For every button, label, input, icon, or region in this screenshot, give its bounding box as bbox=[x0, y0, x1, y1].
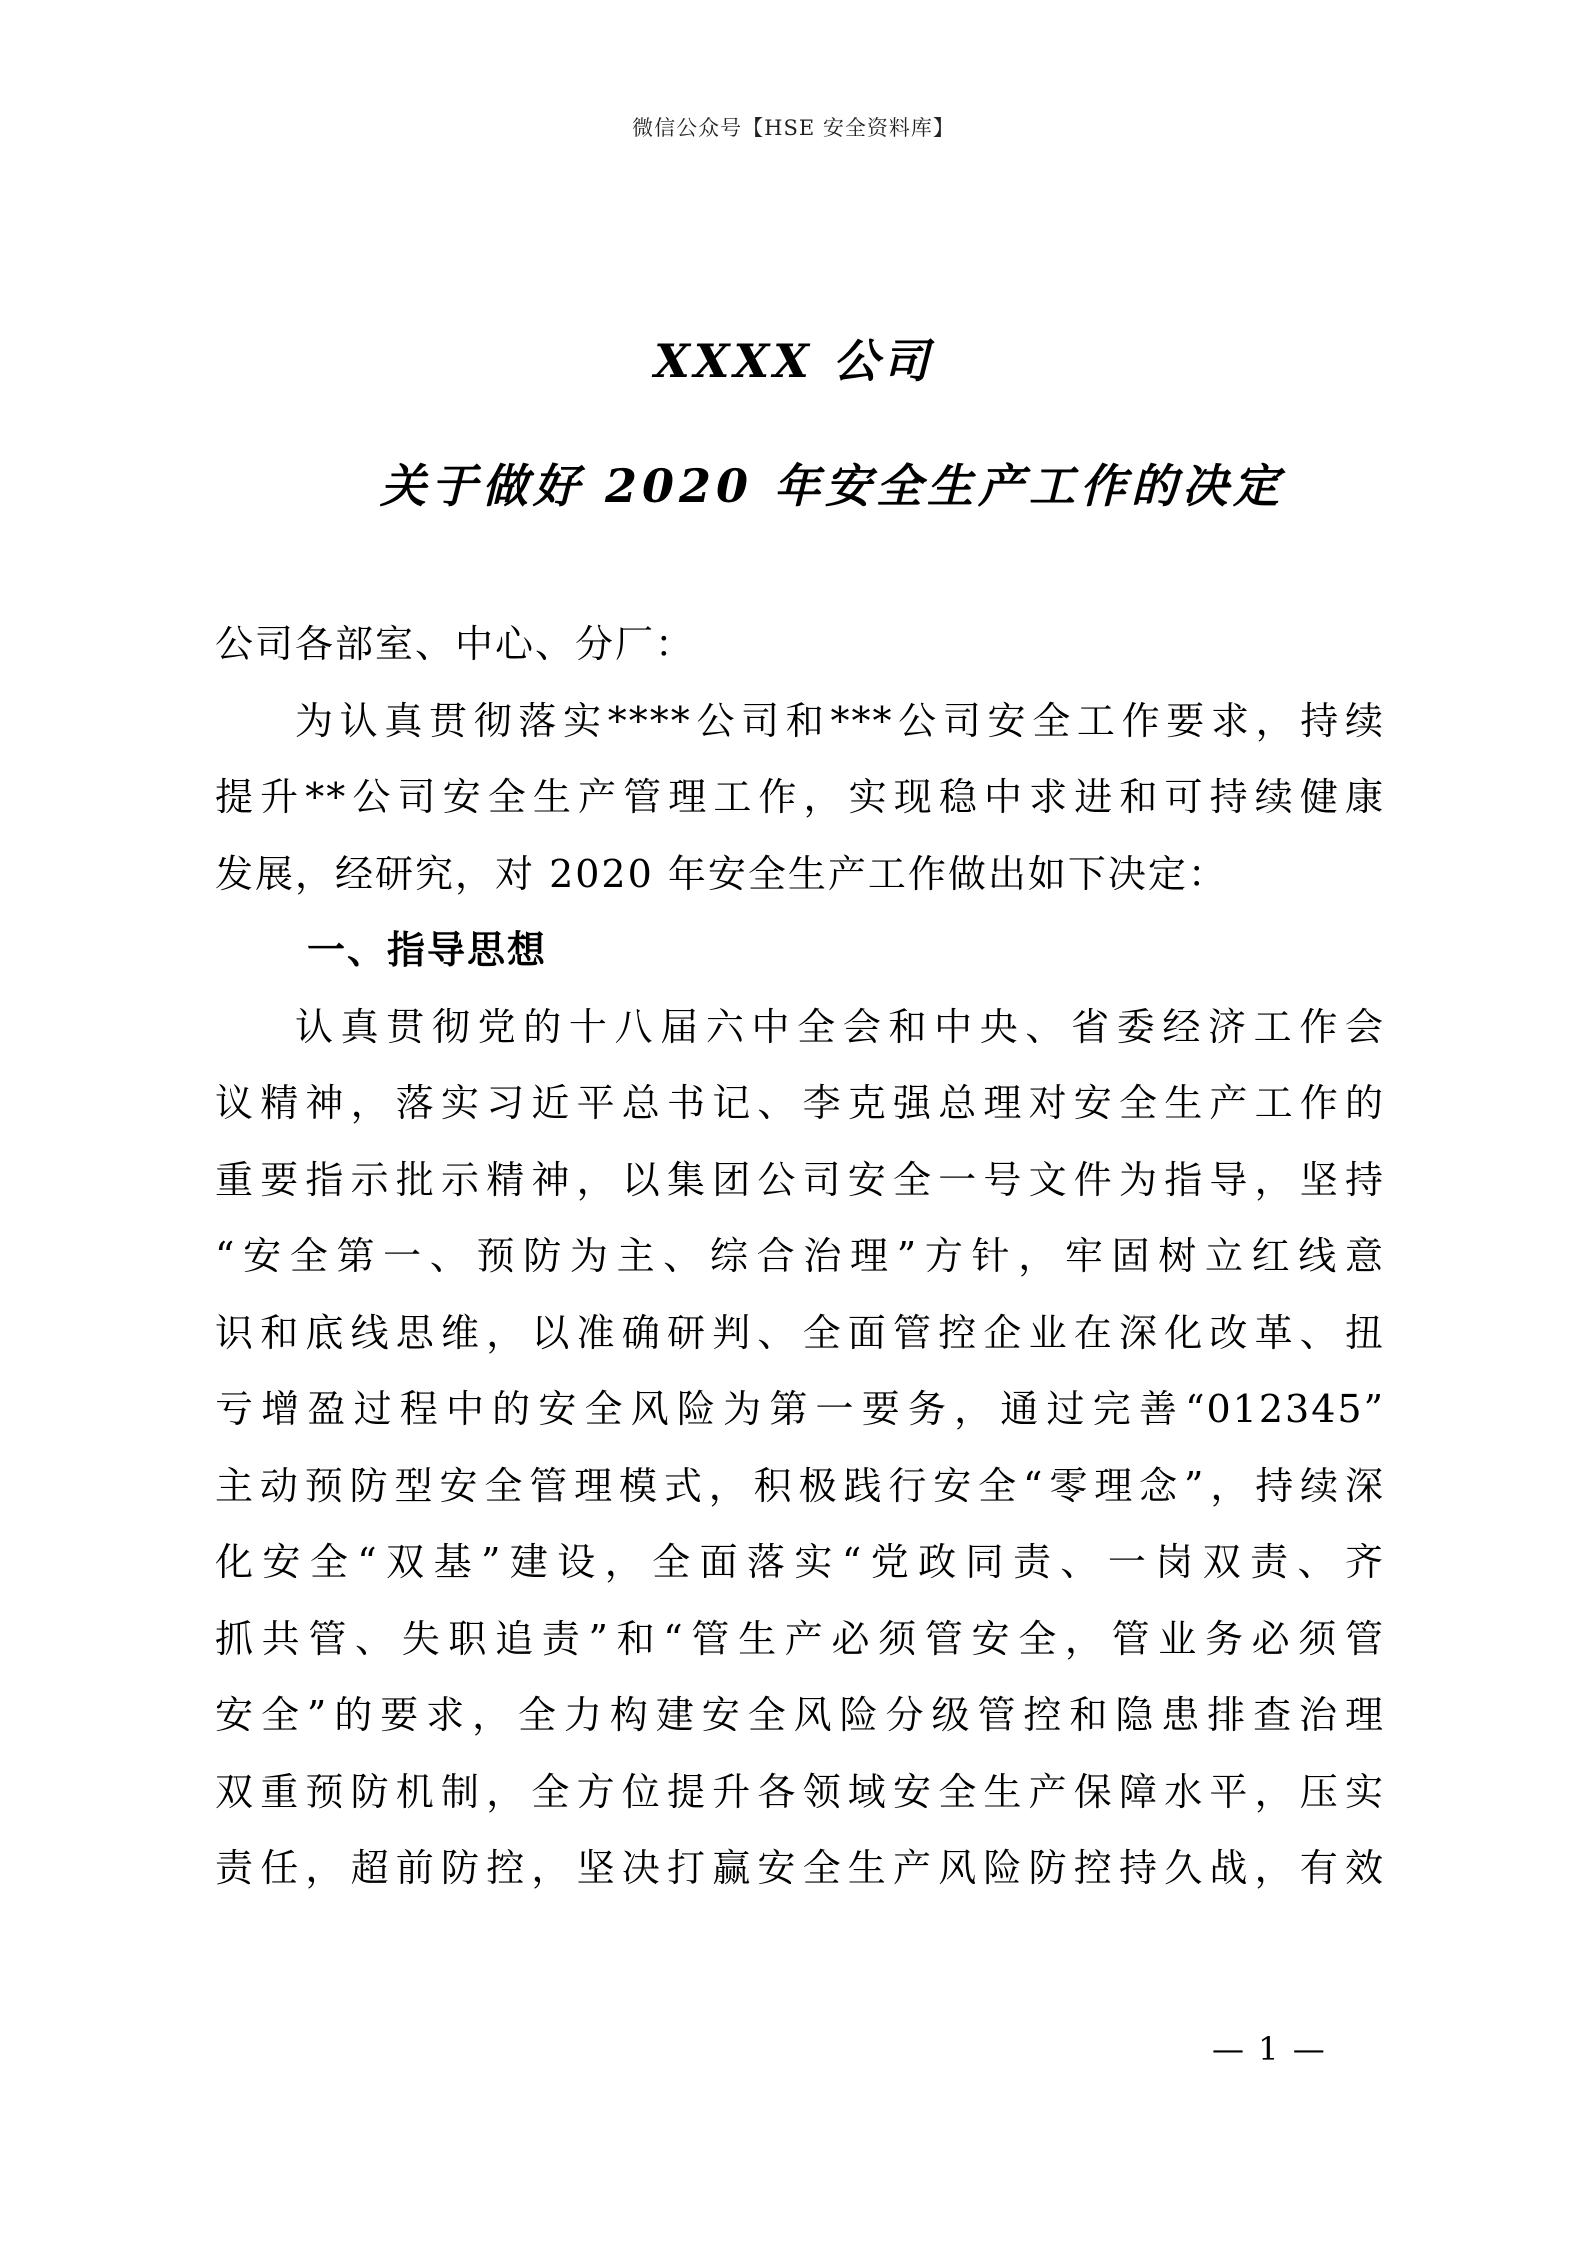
section1-line: 认真贯彻党的十八届六中全会和中央、省委经济工作会 bbox=[295, 1004, 1385, 1049]
section1-line: “安全第一、预防为主、综合治理”方针，牢固树立红线意 bbox=[215, 1234, 1385, 1278]
section1-line: 化安全“双基”建设，全面落实“党政同责、一岗双责、齐 bbox=[215, 1540, 1385, 1584]
section1-line: 重要指示批示精神，以集团公司安全一号文件为指导，坚持 bbox=[215, 1157, 1385, 1202]
document-title-line1: XXXX 公司 bbox=[654, 334, 933, 388]
section1-line: 责任，超前防控，坚决打赢安全生产风险防控持久战，有效 bbox=[215, 1846, 1385, 1890]
section1-line: 安全”的要求，全力构建安全风险分级管控和隐患排查治理 bbox=[215, 1693, 1385, 1737]
section-heading: 一、指导思想 bbox=[307, 928, 548, 972]
page-number: — 1 — bbox=[1212, 2030, 1327, 2068]
addressee-line: 公司各部室、中心、分厂： bbox=[215, 622, 696, 666]
intro-line: 提升**公司安全生产管理工作，实现稳中求进和可持续健康 bbox=[215, 775, 1385, 819]
intro-line: 发展，经研究，对 2020 年安全生产工作做出如下决定： bbox=[215, 851, 1228, 896]
document-body bbox=[215, 606, 1385, 1907]
section1-line: 抓共管、失职追责”和“管生产必须管安全，管业务必须管 bbox=[215, 1616, 1385, 1661]
header-note: 微信公众号【HSE 安全资料库】 bbox=[632, 116, 955, 140]
section1-line: 亏增盈过程中的安全风险为第一要务，通过完善“012345” bbox=[215, 1387, 1385, 1431]
document-title-line2: 关于做好 2020 年安全生产工作的决定 bbox=[380, 459, 1285, 513]
section1-line: 主动预防型安全管理模式，积极践行安全“零理念”，持续深 bbox=[215, 1463, 1385, 1508]
section1-line: 双重预防机制，全方位提升各领域安全生产保障水平，压实 bbox=[215, 1769, 1385, 1814]
section1-line: 识和底线思维，以准确研判、全面管控企业在深化改革、扭 bbox=[215, 1310, 1385, 1355]
intro-line: 为认真贯彻落实****公司和***公司安全工作要求，持续 bbox=[295, 698, 1385, 743]
section1-line: 议精神，落实习近平总书记、李克强总理对安全生产工作的 bbox=[215, 1081, 1385, 1125]
